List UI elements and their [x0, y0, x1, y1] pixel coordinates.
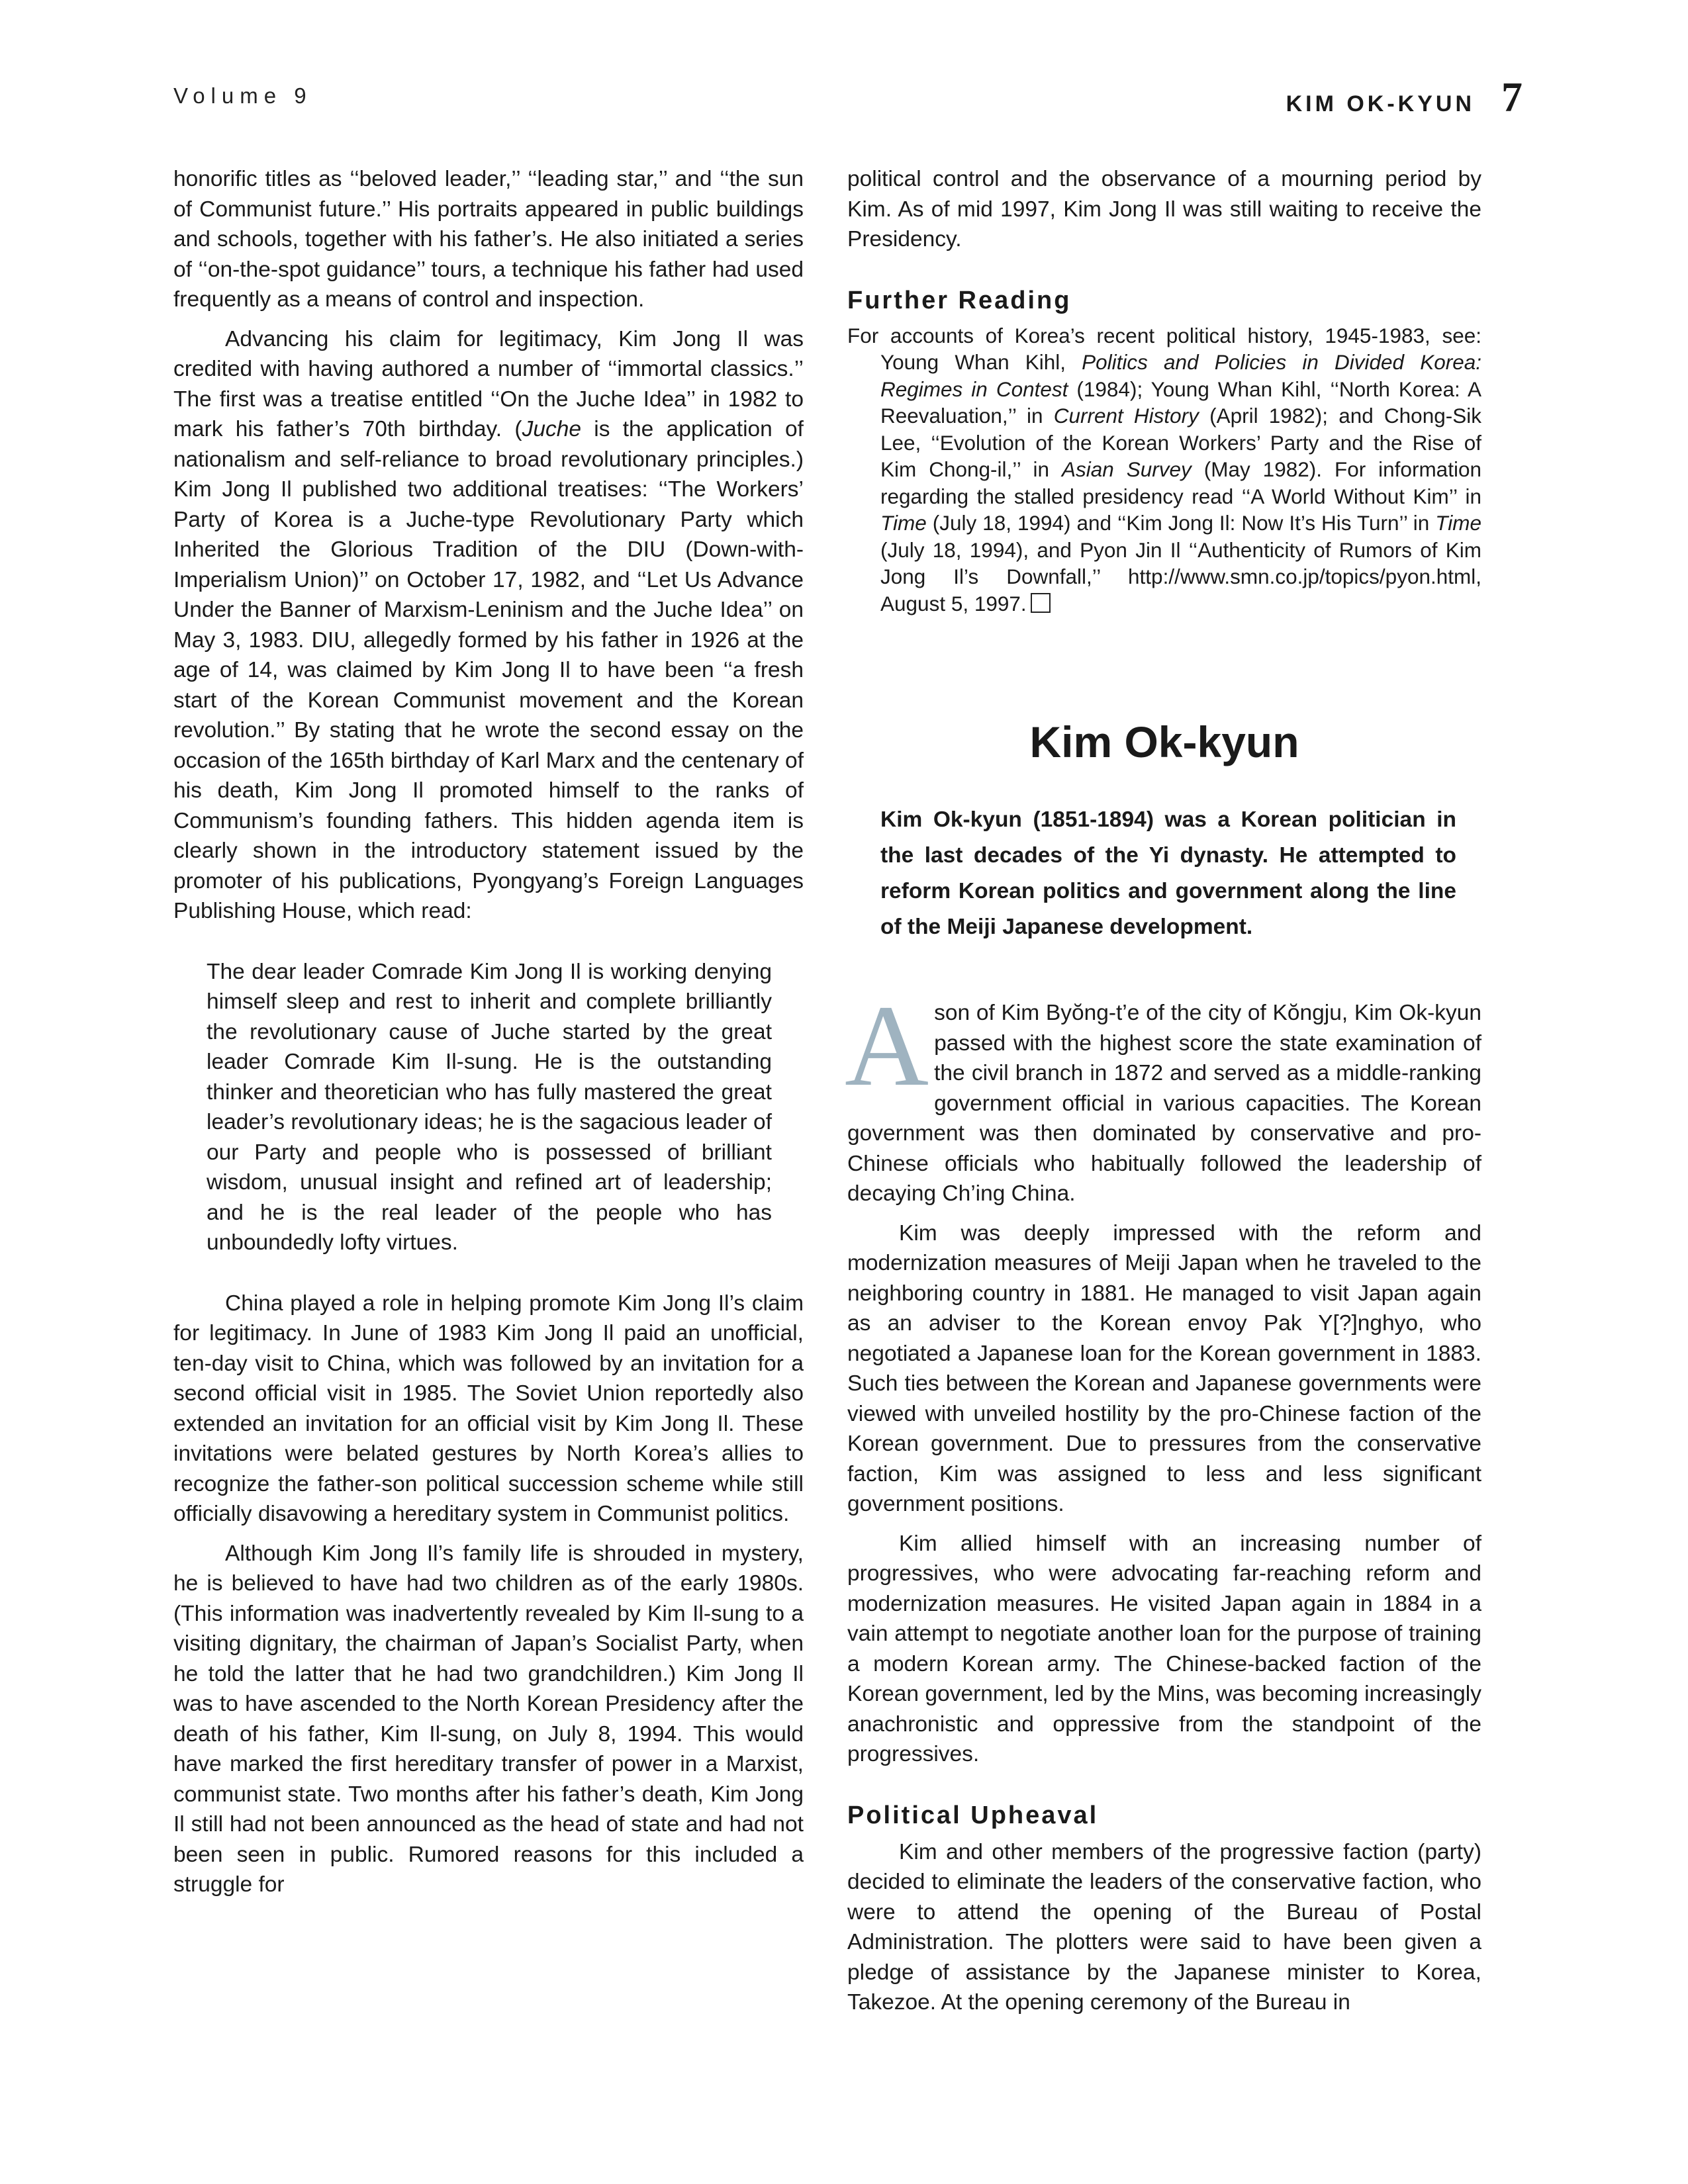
- paragraph: Kim allied himself with an increasing number of progressives, who were advocating far-reaching reform and modernization measures. He visited Japan again in 1884 in a vain attempt to negotiate another loan for the purpose of training a modern Korean army. The Chinese-backed faction of the Korean government, led by the Mins, was becoming increasingly anachronistic and oppressive from the standpoint of the progressives.: [847, 1531, 1481, 1766]
- running-header: [1286, 73, 1523, 122]
- volume-label: Volume 9: [173, 83, 312, 108]
- italic-term: Juche: [522, 417, 581, 441]
- article-title: Kim Ok-kyun: [1029, 717, 1299, 766]
- section-heading: Political Upheaval: [847, 1801, 1099, 1829]
- further-reading-heading: Further Reading: [847, 286, 1072, 314]
- further-reading-text: For accounts of Korea’s recent political history, 1945-1983, see: Young Whan Kihl, Politics and Policies in Divided Korea: Regimes in Contest (1984); Young Whan Kihl, ‘‘North Korea: A Reevaluation,’’ in Current History (April 1982); and Chong-Sik Lee, ‘‘Evolution of the Korean Workers’ Party and the Rise of Kim Chong-il,’’ in Asian Survey (May 1982). For information regarding the stalled presidency read ‘‘A World Without Kim’’ in Time (July 18, 1994) and ‘‘Kim Jong Il: Now It’s His Turn’’ in Time (July 18, 1994), and Pyon Jin Il ‘‘Authenticity of Rumors of Kim Jong Il’s Downfall,’’ http://www.smn.co.jp/topics/pyon.html, August 5, 1997.: [847, 323, 1482, 615]
- paragraph: honorific titles as ‘‘beloved leader,’’ ‘‘leading star,’’ and ‘‘the sun of Communist future.’’ His portraits appeared in public buildings and schools, together with his father’s. He also initiated a series of ‘‘on-the-spot guidance’’ tours, a technique his father had used frequently as a means of control and inspection.: [173, 167, 804, 312]
- end-mark-icon: [1031, 593, 1051, 613]
- block-quote: The dear leader Comrade Kim Jong Il is working denying himself sleep and rest to inherit and complete brilliantly the revolutionary cause of Juche started by the great leader Comrade Kim Il-sung. He is the outstanding thinker and theoretician who has fully mastered the great leader’s revolutionary ideas; he is the sagacious leader of our Party and people who is possessed of brilliant wisdom, unusual insight and refined art of leadership; and he is the real leader of the people who has unboundedly lofty virtues.: [207, 959, 772, 1255]
- paragraph: Although Kim Jong Il’s family life is shrouded in mystery, he is believed to have had two children as of the early 1980s. (This information was inadvertently revealed by Kim Il-sung to a visiting dignitary, the chairman of Japan’s Socialist Party, when he told the latter that he had two grandchildren.) Kim Jong Il was to have ascended to the North Korean Presidency after the death of his father, Kim Il-sung, on July 8, 1994. This would have marked the first hereditary transfer of power in a Marxist, communist state. Two months after his father’s death, Kim Jong Il still had not been announced as the head of state and had not been seen in public. Rumored reasons for this included a struggle for: [173, 1541, 804, 1897]
- paragraph: Advancing his claim for legitimacy, Kim Jong Il was credited with having authored a number of ‘‘immortal classics.’’ The first was a treatise entitled ‘‘On the Juche Idea’’ in 1982 to mark his father’s 70th birthday. (Juche is the application of nationalism and self-reliance to broad revolutionary principles.) Kim Jong Il published two additional treatises: ‘‘The Workers’ Party of Korea is a Juche-type Revolutionary Party which Inherited the Glorious Tradition of the DIU (Down-with-Imperialism Union)’’ on October 17, 1982, and ‘‘Let Us Advance Under the Banner of Marxism-Leninism and the Juche Idea’’ on May 3, 1983. DIU, allegedly formed by his father in 1926 at the age of 14, was claimed by Kim Jong Il to have been ‘‘a fresh start of the Korean Communist movement and the Korean revolution.’’ By stating that he wrote the second essay on the occasion of the 165th birthday of Karl Marx and the centenary of his death, Kim Jong Il promoted himself to the ranks of Communism’s founding fathers. This hidden agenda item is clearly shown in the introductory statement issued by the promoter of his publications, Pyongyang’s Foreign Languages Publishing House, which read:: [173, 326, 804, 923]
- paragraph: Kim and other members of the progressive faction (party) decided to eliminate the leaders of the conservative faction, who were to attend the opening of the Bureau of Postal Administration. The plotters were said to have been given a pledge of assistance by the Japanese minister to Korea, Takezoe. At the opening ceremony of the Bureau in: [847, 1839, 1481, 2015]
- page-number: 7: [1501, 73, 1523, 120]
- paragraph: political control and the observance of a mourning period by Kim. As of mid 1997, Kim Jong Il was still waiting to receive the Presidency.: [847, 167, 1481, 251]
- running-title: KIM OK-KYUN: [1286, 91, 1475, 116]
- article-abstract: Kim Ok-kyun (1851-1894) was a Korean politician in the last decades of the Yi dynasty. He attempted to reform Korean politics and government along the line of the Meiji Japanese development.: [880, 807, 1456, 939]
- right-column: [847, 164, 1481, 2018]
- paragraph: China played a role in helping promote Kim Jong Il’s claim for legitimacy. In June of 1983 Kim Jong Il paid an unofficial, ten-day visit to China, which was followed by an invitation for a second official visit in 1985. The Soviet Union reportedly also extended an invitation for an official visit by Kim Jong Il. These invitations were belated gestures by North Korea’s allies to recognize the father-son political succession scheme while still officially disavowing a hereditary system in Communist politics.: [173, 1291, 804, 1526]
- paragraph: Kim was deeply impressed with the reform and modernization measures of Meiji Japan when he traveled to the neighboring country in 1881. He managed to visit Japan again as an adviser to the Korean envoy Pak Y[?]nghyo, who negotiated a Japanese loan for the Korean government in 1883. Such ties between the Korean and Japanese governments were viewed with unveiled hostility by the pro-Chinese faction of the Korean government. Due to pressures from the conservative faction, Kim was assigned to less and less significant government positions.: [847, 1220, 1481, 1516]
- drop-cap: A: [845, 981, 929, 1111]
- left-column: [173, 164, 804, 1900]
- paragraph: A son of Kim Byŏng-t’e of the city of Kŏngju, Kim Ok-kyun passed with the highest score the state examination of the civil branch in 1872 and served as a middle-ranking government official in various capacities. The Korean government was then dominated by conservative and pro-Chinese officials who habitually followed the leadership of decaying Ch’ing China.: [845, 981, 1481, 1206]
